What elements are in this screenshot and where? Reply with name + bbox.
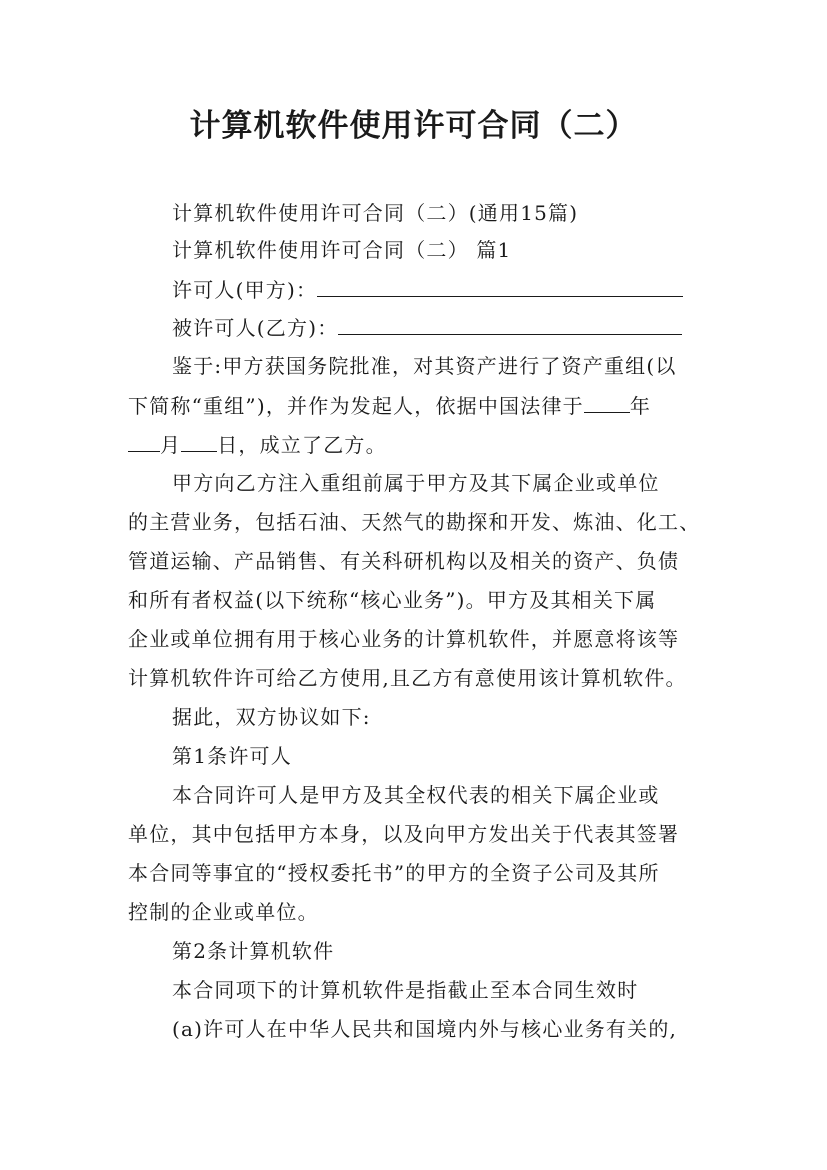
article1-line-3: 本合同等事宜的“授权委托书”的甲方的全资子公司及其所 bbox=[128, 861, 660, 885]
para2-line-5: 企业或单位拥有用于核心业务的计算机软件，并愿意将该等 bbox=[128, 627, 680, 651]
licensee-line bbox=[172, 314, 708, 341]
article1-line-2: 单位，其中包括甲方本身，以及向甲方发出关于代表其签署 bbox=[128, 822, 680, 846]
licensee-label: 被许可人(乙方)： bbox=[172, 316, 339, 340]
year-label: 年 bbox=[629, 394, 652, 418]
agreement-line: 据此，双方协议如下: bbox=[172, 705, 371, 729]
month-blank bbox=[128, 431, 160, 452]
para2-line-4: 和所有者权益(以下统称“核心业务”)。甲方及其相关下属 bbox=[128, 588, 657, 612]
day-blank bbox=[181, 431, 217, 452]
section-heading: 计算机软件使用许可合同（二） 篇1 bbox=[172, 238, 512, 262]
licensor-line bbox=[172, 276, 708, 303]
licensor-label: 许可人(甲方)： bbox=[172, 278, 318, 302]
para2-line-1: 甲方向乙方注入重组前属于甲方及其下属企业或单位 bbox=[172, 471, 660, 495]
article1-line-1: 本合同许可人是甲方及其全权代表的相关下属企业或 bbox=[172, 783, 660, 807]
article1-title: 第1条许可人 bbox=[172, 744, 292, 768]
para1-text: 下简称“重组”)，并作为发起人，依据中国法律于 bbox=[128, 394, 584, 418]
article2-line-2: (a)许可人在中华人民共和国境内外与核心业务有关的, bbox=[172, 1017, 678, 1041]
year-blank bbox=[584, 392, 630, 413]
para1-line-3 bbox=[128, 431, 708, 458]
licensee-blank bbox=[338, 314, 682, 335]
subtitle: 计算机软件使用许可合同（二）(通用15篇) bbox=[172, 201, 579, 225]
para2-line-6: 计算机软件许可给乙方使用,且乙方有意使用该计算机软件。 bbox=[128, 666, 687, 690]
licensor-blank bbox=[317, 276, 683, 297]
para1-line-2 bbox=[128, 392, 708, 419]
day-text: 日，成立了乙方。 bbox=[217, 433, 387, 457]
month-label: 月 bbox=[160, 433, 182, 457]
para1-line-1: 鉴于:甲方获国务院批准，对其资产进行了资产重组(以 bbox=[172, 354, 677, 378]
para2-line-2: 的主营业务，包括石油、天然气的勘探和开发、炼油、化工、 bbox=[128, 510, 701, 534]
para2-line-3: 管道运输、产品销售、有关科研机构以及相关的资产、负债 bbox=[128, 549, 680, 573]
article2-title: 第2条计算机软件 bbox=[172, 939, 335, 963]
article2-line-1: 本合同项下的计算机软件是指截止至本合同生效时 bbox=[172, 978, 639, 1002]
article1-line-4: 控制的企业或单位。 bbox=[128, 900, 319, 924]
page-title: 计算机软件使用许可合同（二） bbox=[189, 108, 638, 144]
